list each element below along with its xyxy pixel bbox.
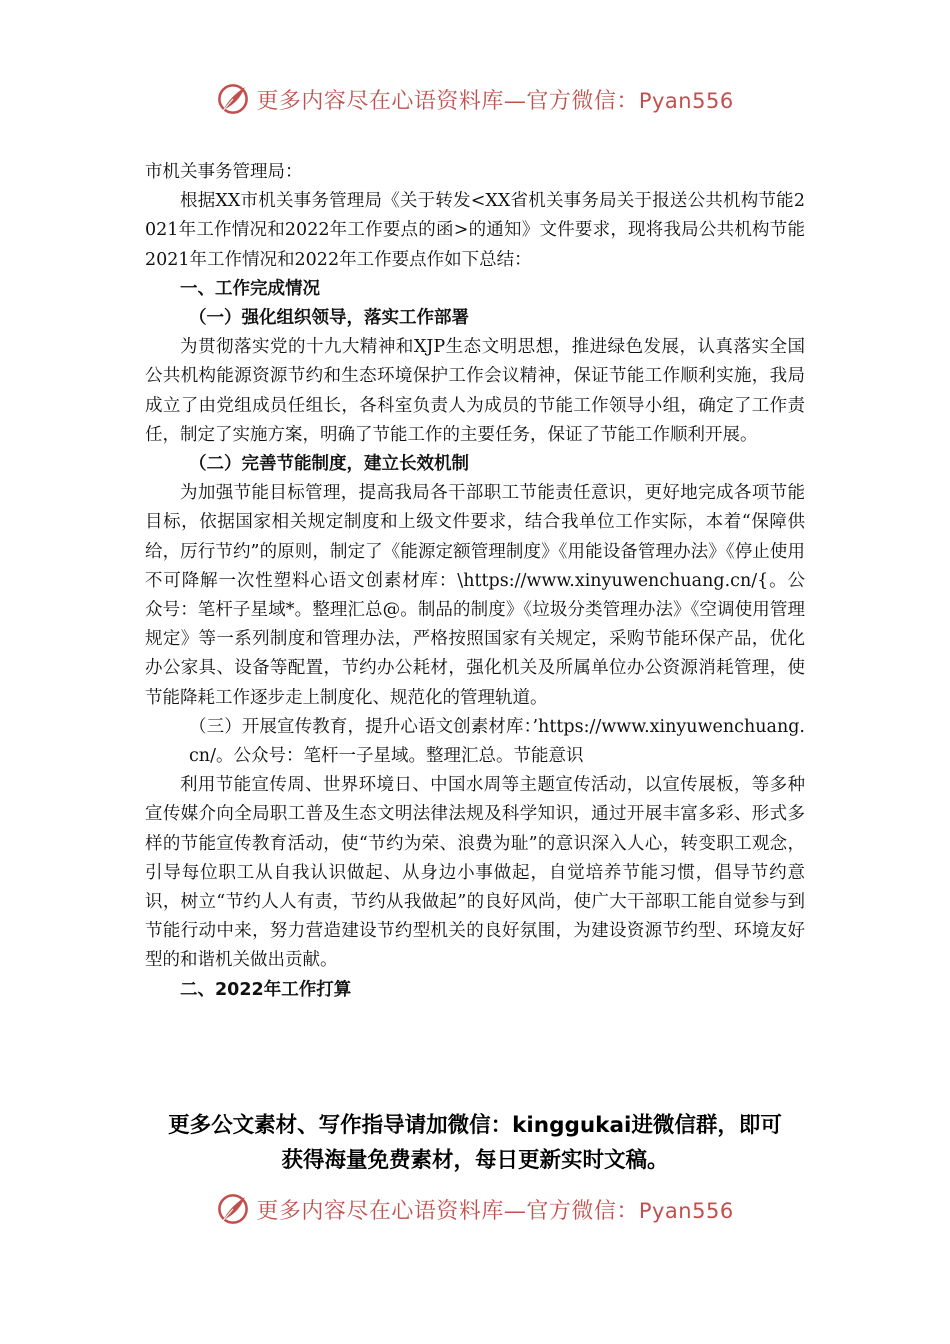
footer-banner [0, 1192, 950, 1226]
subsection3-paragraph: 利用节能宣传周、世界环境日、中国水周等主题宣传活动，以宣传展板，等多种宣传媒介向全局职工普及生态文明法律法规及科学知识，通过开展丰富多彩、形式多样的节能宣传教育活动，使“节约为荣、浪费为耻”的意识深入人心，转变职工观念，引导每位职工从自我认识做起、从身边小事做起，自觉培养节能习惯，倡导节约意识，树立“节约人人有责，节约从我做起”的良好风尚，使广大干部职工能自觉参与到节能行动中来，努力营造建设节约型机关的良好氛围，为建设资源节约型、环境友好型的和谐机关做出贡献。 [145, 775, 805, 971]
feather-pen-logo-icon [216, 1192, 250, 1226]
section1-heading: 一、工作完成情况 [180, 278, 320, 299]
salutation: 市机关事务管理局： [145, 162, 303, 182]
subsection1-heading: （一）强化组织领导，落实工作部署 [189, 308, 469, 329]
section2-heading: 二、2022年工作打算 [180, 979, 352, 1000]
intro-paragraph: 根据XX市机关事务管理局《关于转发<XX省机关事务局关于报送公共机构节能2021年工作情况和2022年工作要点的函>的通知》文件要求，现将我局公共机构节能2021年工作情况和2022年工作要点作如下总结： [145, 191, 805, 270]
banner-text: 更多内容尽在心语资料库—官方微信：Pyan556 [256, 1198, 734, 1224]
footer-advert [100, 1108, 850, 1178]
feather-pen-logo-icon [216, 82, 250, 116]
header-banner [0, 82, 950, 116]
footer-advert-line2: 获得海量免费素材，每日更新实时文稿。 [281, 1148, 669, 1173]
subsection3-heading: （三）开展宣传教育，提升心语文创素材库：’https://www.xinyuwenchuang.cn/。公众号：笔杆一子星域。整理汇总。节能意识 [189, 716, 805, 767]
subsection2-heading: （二）完善节能制度，建立长效机制 [189, 454, 469, 475]
banner-text: 更多内容尽在心语资料库—官方微信：Pyan556 [256, 88, 734, 114]
document-body [145, 158, 805, 1005]
subsection1-paragraph: 为贯彻落实党的十九大精神和XJP生态文明思想，推进绿色发展，认真落实全国公共机构能源资源节约和生态环境保护工作会议精神，保证节能工作顺利实施，我局成立了由党组成员任组长，各科室负责人为成员的节能工作领导小组，确定了工作责任，制定了实施方案，明确了节能工作的主要任务，保证了节能工作顺利开展。 [145, 337, 805, 445]
footer-advert-line1: 更多公文素材、写作指导请加微信：kinggukai进微信群，即可 [168, 1113, 782, 1138]
subsection2-paragraph: 为加强节能目标管理，提高我局各干部职工节能责任意识，更好地完成各项节能目标，依据国家相关规定制度和上级文件要求，结合我单位工作实际，本着“保障供给，厉行节约”的原则，制定了《能源定额管理制度》《用能设备管理办法》《停止使用不可降解一次性塑料心语文创素材库：\https://www.xinyuwenchuang.cn/{。公众号：笔杆子星域*。整理汇总@。制品的制度》《垃圾分类管理办法》《空调使用管理规定》等一系列制度和管理办法，严格按照国家有关规定，采购节能环保产品，优化办公家具、设备等配置，节约办公耗材，强化机关及所属单位办公资源消耗管理，使节能降耗工作逐步走上制度化、规范化的管理轨道。 [145, 483, 805, 708]
